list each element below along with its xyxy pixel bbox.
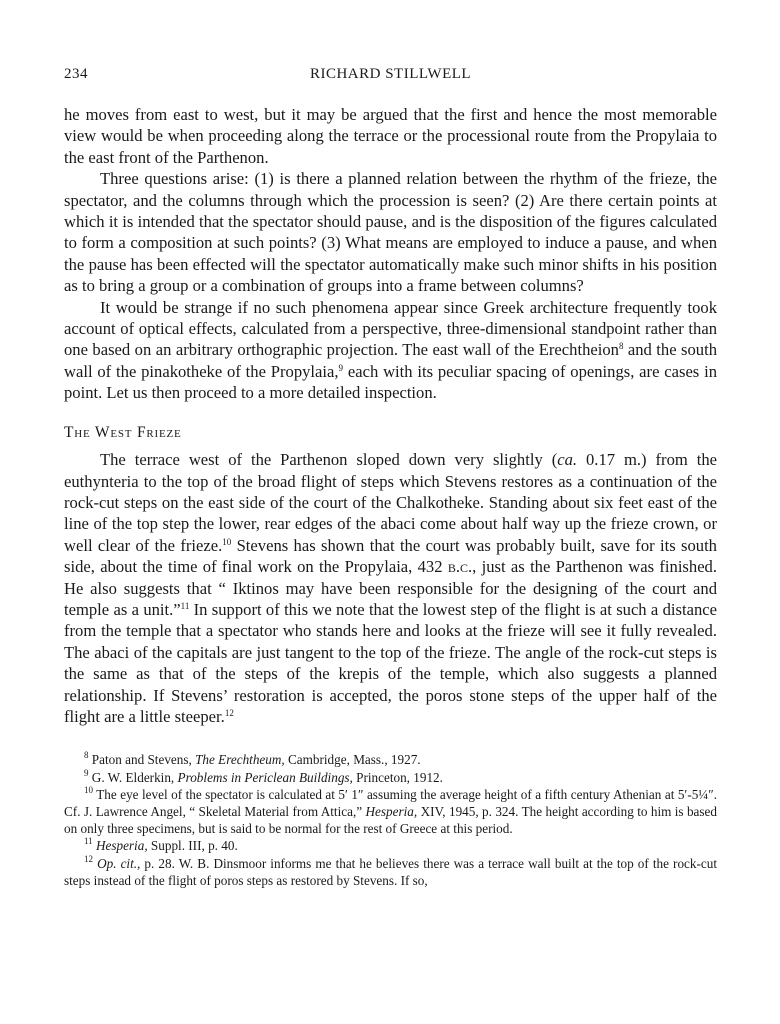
paragraph-1: he moves from east to west, but it may be argued that the first and hence the most memorable view would be when proceeding along the terrace or the processional route from the Propylaia to the east front of the Parthenon. [64,105,717,167]
paragraph-4-text-c: Stevens has shown that the court was probably built, save for its south side, about the time of final work on the Propylaia, 432 [64,535,717,577]
footnote-8-mark: 8 [84,750,89,761]
footnote-10-post: XIV, 1945, p. 324. The height according to him is based on only three specimens, but is said to be normal for the rest of Greece at this period. [64,803,717,837]
footnote-11-title: Hesperia, [95,838,148,854]
footnote-9-pre: G. W. Elderkin, [88,769,178,785]
paragraph-3-text-b: and the south wall of the pinakotheke of the Propylaia, [64,340,717,381]
paragraph-4-ca: ca. [557,450,578,470]
footnote-8 [64,751,717,768]
footnote-8-pre: Paton and Stevens, [88,752,196,768]
footnote-8-post: Cambridge, Mass., 1927. [284,752,421,768]
footnote-11 [64,837,717,854]
paragraph-3 [64,297,717,404]
footnote-ref-12[interactable]: 12 [224,707,234,718]
footnote-ref-11[interactable]: 11 [180,600,190,611]
footnote-10 [64,786,717,838]
paragraph-4-text-a: The terrace west of the Parthenon sloped down very slightly ( [100,450,558,470]
paragraph-4-text-d: , just as the Parthenon was finished. He also suggests that “ Iktinos may have been responsible for the designing of the court and temple as a unit.” [64,557,717,619]
footnote-11-mark: 11 [84,836,93,847]
footnote-9-post: Princeton, 1912. [352,769,443,785]
page [64,66,717,889]
paragraph-3-text-c: each with its peculiar spacing of openings, are cases in point. Let us then proceed to a more detailed inspection. [64,361,717,403]
footnote-12-title: Op. cit., [97,855,141,871]
footnote-10-title: Hesperia, [365,803,418,819]
footnote-10-mark: 10 [84,784,93,795]
paragraph-3-text-a: It would be strange if no such phenomena appear since Greek architecture frequently took account of optical effects, calculated from a perspective, three-dimensional standpoint rather than one based on an arbitrary orthographic projection. The east wall of the Erechtheion [64,297,717,360]
section-heading: The West Frieze [64,423,182,441]
footnote-8-title: The Erechtheum, [195,752,285,768]
footnote-12-mark: 12 [84,853,93,864]
footnote-9 [64,769,717,786]
footnote-9-mark: 9 [84,767,89,778]
footnote-12 [64,855,717,889]
body-text [64,104,717,727]
footnote-10-pre: The eye level of the spectator is calculated at 5′ 1″ assuming the average height of a fifth century Athenian at 5′-5¼″. Cf. J. Lawrence Angel, “ Skeletal Material from Attica,” [64,786,717,819]
running-head [64,66,717,92]
paragraph-4 [64,449,717,727]
footnote-12-post: p. 28. W. B. Dinsmoor informs me that he believes there was a terrace wall built at the top of the rock-cut steps instead of the flight of poros steps as restored by Stevens. If so, [64,855,717,888]
paragraph-4-text-b: 0.17 m.) from the euthynteria to the top of the broad flight of steps which Stevens restores as a continuation of the rock-cut steps on the east side of the court of the Chalkotheke. Standing about six feet east of the line of the top step the lower, rear edges of the abaci come about half way up the frieze crown, or well clear of the frieze. [64,450,717,555]
footnote-9-title: Problems in Periclean Buildings, [177,769,353,785]
paragraph-4-text-e: In support of this we note that the lowest step of the flight is at such a distance from the temple that a spectator who stands here and looks at the frieze will see it fully revealed. The abaci of the capitals are just tangent to the top of the frieze. The angle of the rock-cut steps is the same as that of the steps of the krepis of the temple, which also suggests a planned relationship. If Stevens’ restoration is accepted, the poros stone steps of the upper half of the flight are a little steeper. [64,599,717,726]
paragraph-4-bc: b.c. [447,557,473,577]
paragraph-2: Three questions arise: (1) is there a planned relation between the rhythm of the frieze, the spectator, and the columns through which the procession is seen? (2) Are there certain points at which it is intended that the spectator should pause, and is the disposition of the figures calculated to form a composition at such points? (3) What means are employed to induce a pause, and when the pause has been effected will the spectator automatically make such minor shifts in his position as to bring a group or a combination of groups into a frame between columns? [64,169,717,296]
footnotes [64,751,717,889]
page-number: 234 [64,66,88,82]
footnote-11-post: Suppl. III, p. 40. [147,838,238,854]
footnote-ref-9[interactable]: 9 [338,362,344,373]
footnote-ref-10[interactable]: 10 [222,536,232,547]
running-title: RICHARD STILLWELL [309,66,472,82]
footnote-ref-8[interactable]: 8 [618,341,624,352]
